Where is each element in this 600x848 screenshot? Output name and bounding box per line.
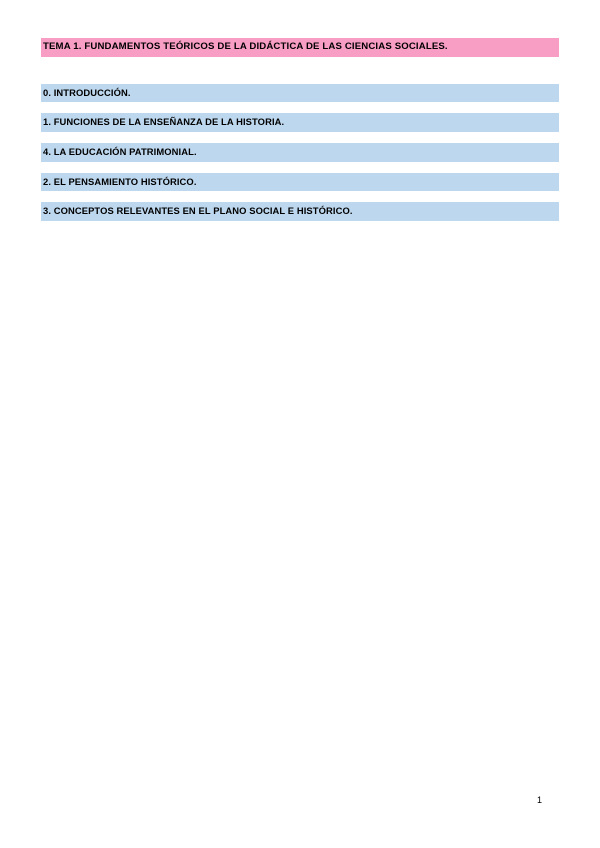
document-title: TEMA 1. FUNDAMENTOS TEÓRICOS DE LA DIDÁCTICA DE LAS CIENCIAS SOCIALES. — [41, 38, 559, 57]
index-item-1: 1. FUNCIONES DE LA ENSEÑANZA DE LA HISTORIA. — [41, 113, 559, 132]
document-content — [41, 38, 559, 232]
index-item-0: 0. INTRODUCCIÓN. — [41, 84, 559, 103]
index-item-3: 2. EL PENSAMIENTO HISTÓRICO. — [41, 173, 559, 192]
title-spacer — [41, 57, 559, 84]
index-item-2: 4. LA EDUCACIÓN PATRIMONIAL. — [41, 143, 559, 162]
index-item-4: 3. CONCEPTOS RELEVANTES EN EL PLANO SOCIAL E HISTÓRICO. — [41, 202, 559, 221]
page-number: 1 — [536, 795, 542, 805]
